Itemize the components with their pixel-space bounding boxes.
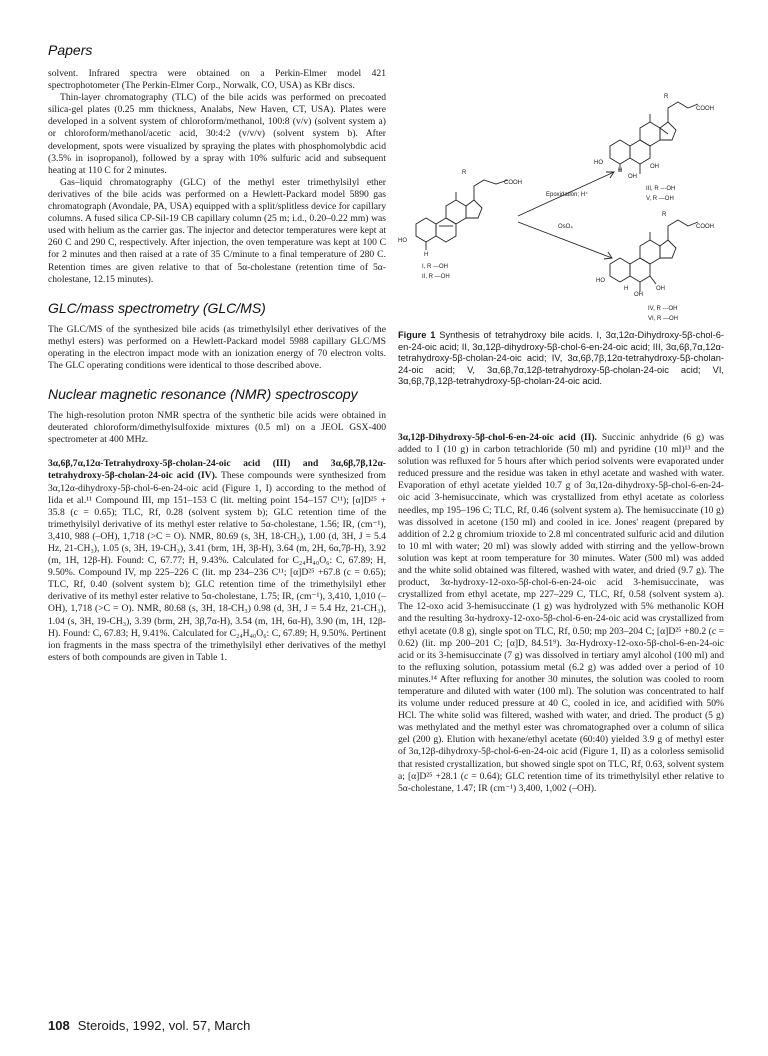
ho-label-bottom: HO [596,278,605,284]
oso4-label: OsO₄ [558,224,573,230]
r-label-top: R [664,94,669,100]
ho-label-left: HO [398,238,407,244]
paragraph-text: Succinic anhydride (6 g) was added to I (10 g) in carbon tetrachloride (50 ml) and pyridine (10 ml)¹³ and the solution was refluxed for 5 hours after which period solvents were evaporated under reduced pressure and the residue was taken in ethyl acetate and washed with water. Evaporation of ethyl acetate yielded 10.7 g of 3α,12α-dihydroxy-5β-chol-6-en-24-oic acid 3-hemisuccinate, which was crystallized from ethyl acetate as colorless needles, mp 195–196 C; TLC, Rf, 0.46 (solvent system a). The hemisuccinate (10 g) was dissolved in acetone (150 ml) and cooled in ice. Jones' reagent (prepared by addition of 2.2 g chromium trioxide to 2.8 ml concentrated sulfuric acid and dilution to 10 ml with water; 20 ml) was slowly added with stirring and the yellow-brown solution was kept at room temperature for 30 minutes. Water (500 ml) was added and the white solid obtained was filtered, washed with water, and dried (9.7 g). The product, 3α-hydroxy-12-oxo-5β-chol-6-en-24-oic acid 3-hemisuccinate, was crystallized from ethyl acetate, mp 227–229 C, TLC, Rf, 0.58 (solvent system a). The 12-oxo acid 3-hemisuccinate (1 g) was hydrolyzed with 5% methanolic KOH and the resulting 3α-hydroxy-12-oxo-5β-chol-6-en-24-oic acid was crystallized from ethyl acetate (0.8 g), single spot on TLC, Rf, 0.50; mp 203–204 C; [α]D²⁵ +80.2 (c = 0.62) (lit. mp 200–201 C; [α]D, 84.51⁹). 3α-Hydroxy-12-oxo-5β-chol-6-en-24-oic acid or its 3-hemisuccinate (7 g) was dissolved in tertiary amyl alcohol (100 ml) and to the refluxing solution, potassium metal (6.2 g) was added over a period of 10 minutes.¹⁴ After refluxing for another 30 minutes, the solution was cooled to room temperature and diluted with water (100 ml). The solution was concentrated to half its volume under reduced pressure at 40 C, cooled in ice, and acidified with 50% HCl. The white solid was filtered, washed with water, and dried. The product (5 g) was methylated and the methyl ester was chromatographed over a column of silica gel (200 g). Elution with hexane/ethyl acetate (60:40) yielded 3.9 g of methyl ester of 3α,12β-dihydroxy-5β-chol-6-en-24-oic acid (Figure 1, II) as a colorless semisolid that resisted crystallization, but showed single spot on TLC, Rf, 0.63, solvent system a; [α]D²⁵ +28.1 (c = 0.64); GLC retention time of its trimethylsilyl ether relative to 5α-cholestane, 1.47; IR (cm⁻¹) 3,400, 1,002 (–OH). [398,432,724,794]
cooh-label-left: COOH [504,180,522,186]
legend-bottom-1: IV, R ---OH [648,306,678,312]
right-column [398,432,724,795]
paragraph-compound-ii [398,432,724,795]
legend-top-1: III, R ---OH [646,186,676,192]
page-footer [48,1018,250,1033]
oh-label-bottom-2: OH [634,292,643,298]
figure-1-scheme [398,68,724,326]
paragraph-nmr: The high-resolution proton NMR spectra of the synthetic bile acids were obtained in deuterated chloroform/dimethylsulfoxide mixtures (0.5 ml) on a JEOL GSX-400 spectrometer at 400 MHz. [48,410,386,446]
paragraph-tlc: Thin-layer chromatography (TLC) of the bile acids was performed on precoated silica-gel plates (0.25 mm thickness, Analabs, New Haven, CT, USA). Plates were developed in a solvent system of chloroform/methanol, 100:8 (v/v) (solvent system a) or chloroform/methanol/acetic acid, 30:4:2 (v/v/v) (solvent system b). After development, spots were visualized by spraying the plates with phosphomolybdic acid (3.5% in isopropanol), followed by a spray with 10% sulfuric acid and subsequent heating at 110 C for 2 minutes. [48,92,386,176]
structure-bottom [610,220,698,292]
section-heading-nmr: Nuclear magnetic resonance (NMR) spectroscopy [48,386,358,403]
r-label-left: R [462,170,467,176]
run-in-heading: 3α,12β-Dihydroxy-5β-chol-6-en-24-oic acid (II). [398,432,597,443]
page-number: 108 [48,1018,70,1033]
section-heading-glcms: GLC/mass spectrometry (GLC/MS) [48,299,266,316]
oh-label-bottom: OH [656,286,665,292]
legend-left-1: I, R ---OH [422,264,448,270]
legend-left-2: II, R —OH [422,274,450,280]
oh-label-top-1: OH [628,174,637,180]
h-label-bottom: H [624,286,629,292]
paragraph-glc: Gas–liquid chromatography (GLC) of the methyl ester trimethylsilyl ether derivatives of the bile acids was performed on a Hewlett-Packard model 5890 gas chromatograph (Avondale, PA, USA) equipped with a split/splitless device for capillary columns. A fused silica CP-Sil-19 CB capillary column (25 m; i.d., 0.20–0.22 mm) was used with helium as the carrier gas. The injector and detector temperatures were kept at 260 C and 290 C, respectively. After injection, the oven temperature was kept at 100 C for 2 minutes and then raised at a rate of 35 C/minute to a final temperature of 280 C. Retention times are given relative to that of 5α-cholestane (retention time of 5α-cholestane, 12.15 minutes). [48,176,386,285]
oh-label-top-2: OH [650,164,659,170]
h-label-top: H [618,168,623,174]
paragraph-compounds-iii-iv [48,458,386,664]
h-label-left: H [424,252,429,258]
running-header: Papers [48,42,93,58]
cooh-label-top: COOH [696,106,714,112]
cooh-label-bottom: COOH [696,224,714,230]
paragraph-ir: solvent. Infrared spectra were obtained on a Perkin-Elmer model 421 spectrophotometer (The Perkin-Elmer Corp., Norwalk, CO, USA) as KBr discs. [48,68,386,92]
paragraph-text: These compounds were synthesized from 3α,12α-dihydroxy-5β-chol-6-en-24-oic acid (Figure 1, I) according to the method of Iida et al.¹¹ Compound III, mp 151–153 C (lit. melting point 154–157 C¹¹); [α]D²⁵ + 35.8 (c = 0.65); TLC, Rf, 0.28 (solvent system b); GLC retention time of the trimethylsilyl derivative of its methyl ester relative to 5α-cholestane, 1.56; IR, (cm⁻¹), 3,410, 988 (–OH), 1,718 (>C = O). NMR, 80.69 (s, 3H, 18-CH₃), 1.00 (d, 3H, J = 5.4 Hz, 21-CH₃), 1.05 (s, 3H, 19-CH₃), 3.41 (brm, 1H, 3β-H), 3.64 (m, 2H, 6α,7β-H), 3.92 (m, 1H, 12β-H). Found: C, 67.77; H, 9.43%. Calculated for C₂₄H₄₀O₆: C, 67.89; H, 9.50%. Compound IV, mp 225–226 C (lit. mp 234–236 C¹¹; [α]D²⁵ +67.8 (c = 0.65); TLC, Rf, 0.40 (solvent system b); GLC retention time of the trimethylsilyl ether derivative of its methyl ester relative to 5α-cholestane, 1.75; IR, (cm⁻¹), 3,410, 1,010 (–OH), 1,718 (>C = O). NMR, 80.68 (s, 3H, 18-CH₃) 0.98 (d, 3H, J = 5.4 Hz, 21-CH₃), 1.04 (s, 3H, 19-CH₃), 3.39 (brm, 2H, 3β,7α-H), 3.54 (m, 1H, 6α-H), 3.90 (m, 1H, 12β-H). Found: C, 67.83; H, 9.41%. Calculated for C₂₄H₄₀O₆: C, 67.89; H, 9.50%. Pertinent ion fragments in the mass spectra of the trimethylsilyl ether derivatives of the methyl esters of both compounds are given in Table 1. [48,470,386,663]
figure-label: Figure 1 [398,330,436,340]
journal-citation: Steroids, 1992, vol. 57, March [77,1018,251,1033]
left-column [48,68,386,664]
reaction-scheme-svg [398,68,724,326]
epoxidation-label: Epoxidation; H⁺ [546,192,589,198]
paragraph-glcms: The GLC/MS of the synthesized bile acids (as trimethylsilyl ether derivatives of the methyl esters) was performed on a Hewlett-Packard model 5988 capillary GLC/MS operating in the electron impact mode with an ionization energy of 70 electron volts. The GLC operating conditions were identical to those described above. [48,323,386,371]
structure-left [416,180,508,250]
legend-bottom-2: VI, R —OH [648,316,679,322]
r-label-bottom: R [662,212,667,218]
legend-top-2: V, R —OH [646,196,674,202]
caption-text: Synthesis of tetrahydroxy bile acids. I, 3α,12α-Dihydroxy-5β-chol-6-en-24-oic acid; II, 3α,12β-dihydroxy-5β-chol-6-en-24-oic acid; III, 3α,6β,7α,12α-tetrahydroxy-5β-cholan-24-oic acid; IV, 3α,6β,7β,12α-tetrahydroxy-5β-cholan-24-oic acid; V, 3α,6β,7α,12β-tetrahydroxy-5β-cholan-24-oic acid; VI, 3α,6β,7β,12β-tetrahydroxy-5β-cholan-24-oic acid. [398,330,724,387]
ho-label-top: HO [594,160,603,166]
figure-caption [398,330,724,388]
run-in-heading: 3α,6β,7α,12α-Tetrahydroxy-5β-cholan-24-oic acid (III) and 3α,6β,7β,12α-tetrahydroxy-5β-cholan-24-oic acid (IV). [48,458,386,482]
